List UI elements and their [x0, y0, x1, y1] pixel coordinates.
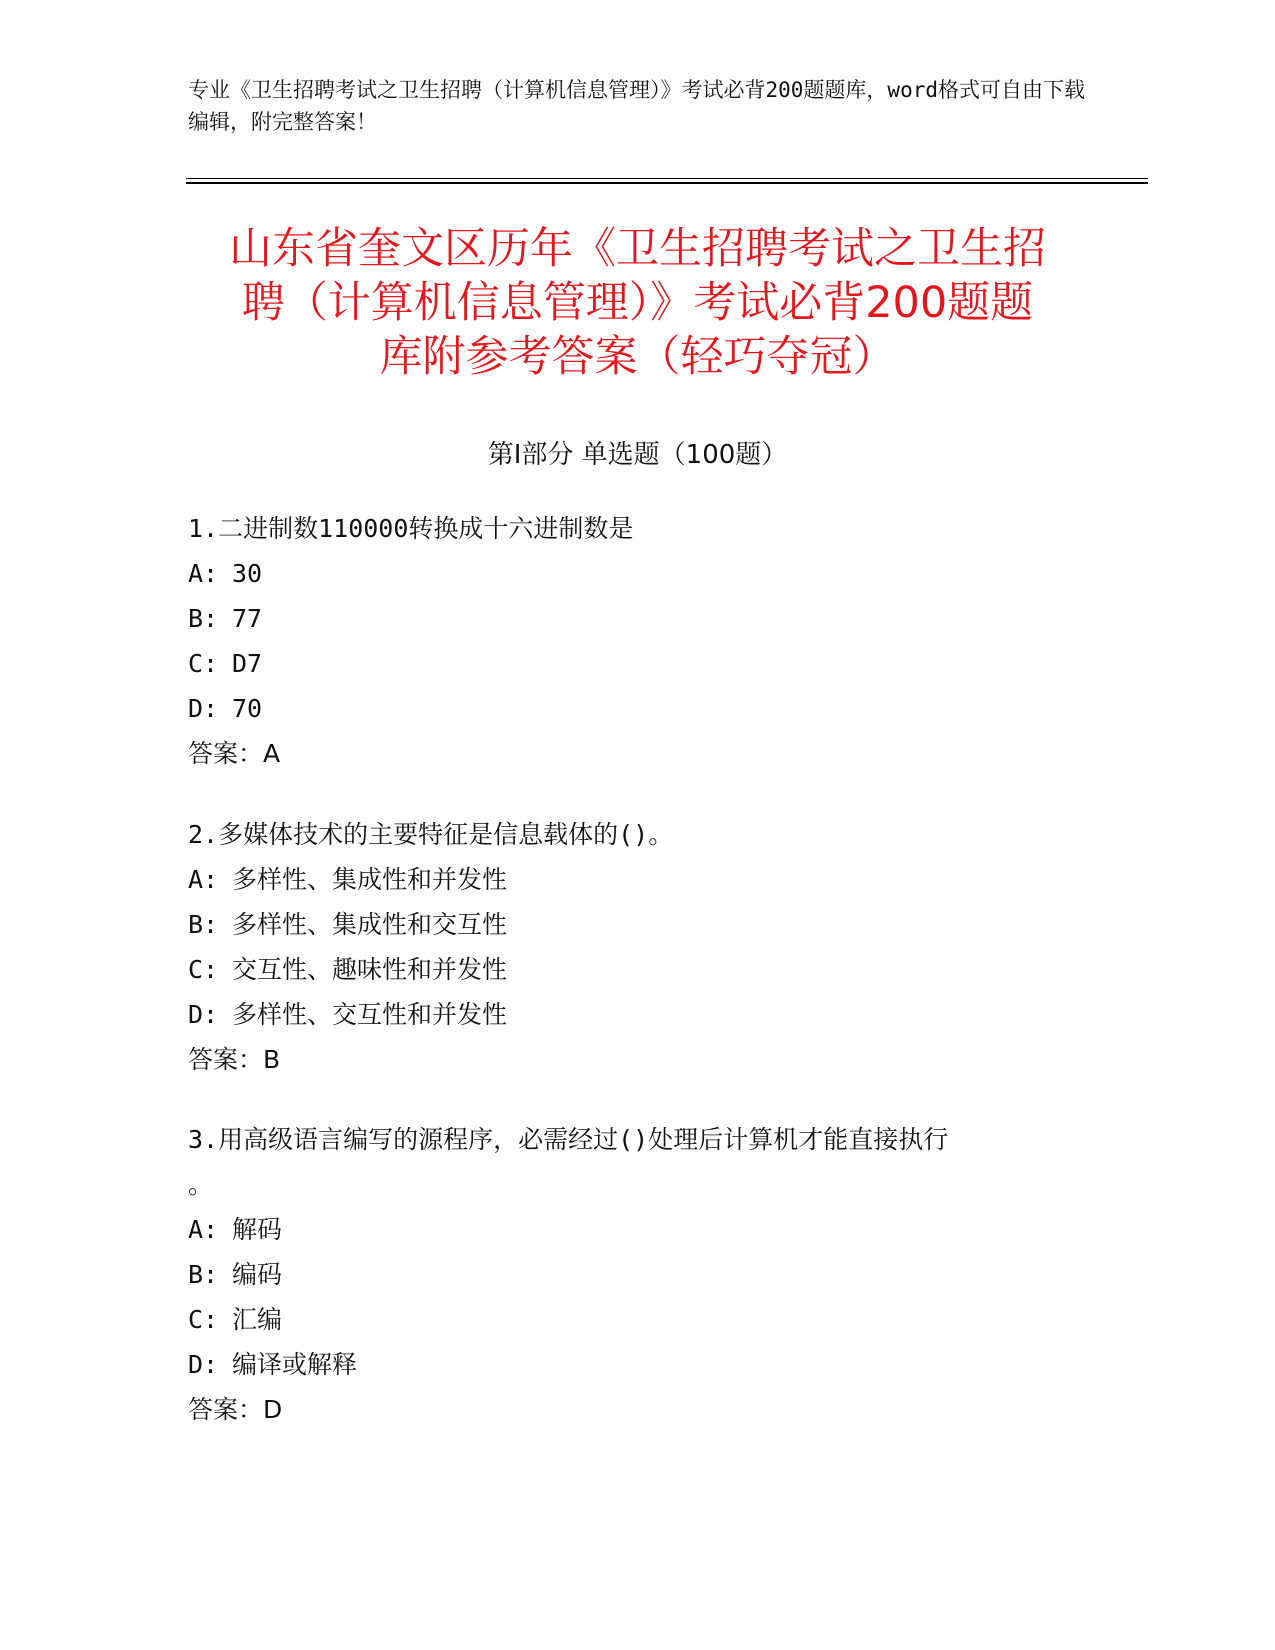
option-letter: D: — [188, 1350, 219, 1379]
option-b — [188, 1252, 1088, 1297]
option-text: 汇编 — [232, 1305, 283, 1334]
option-letter: B: — [188, 1260, 219, 1289]
option-letter: B: — [188, 604, 219, 633]
option-text: 编译或解释 — [232, 1350, 358, 1379]
option-text: 77 — [232, 604, 263, 633]
answer: 答案：B — [188, 1045, 281, 1074]
document-title — [150, 222, 1125, 384]
option-letter: A: — [188, 865, 219, 894]
option-text: 30 — [232, 559, 263, 588]
question-3 — [188, 1117, 1088, 1432]
title-line-2: 聘（计算机信息管理）》考试必背200题题 — [241, 278, 1034, 328]
option-d — [188, 992, 1088, 1037]
question-2 — [188, 812, 1088, 1082]
option-letter: A: — [188, 1215, 219, 1244]
question-1 — [188, 506, 1088, 776]
title-line-3: 库附参考答案（轻巧夺冠） — [379, 332, 896, 382]
answer: 答案：A — [188, 739, 281, 768]
option-c — [188, 947, 1088, 992]
option-c — [188, 1297, 1088, 1342]
option-text: 70 — [232, 694, 263, 723]
header-rule-thin — [186, 178, 1148, 179]
option-letter: D: — [188, 694, 219, 723]
header-note: 专业《卫生招聘考试之卫生招聘（计算机信息管理）》考试必背200题题库，word格式可自由下载编辑，附完整答案！ — [188, 78, 1085, 134]
question-stem: 2.多媒体技术的主要特征是信息载体的()。 — [188, 820, 674, 849]
option-text: 多样性、集成性和交互性 — [232, 910, 508, 939]
option-letter: C: — [188, 649, 219, 678]
option-a — [188, 551, 1088, 596]
header-rule-thick — [186, 182, 1148, 184]
question-stem-line-1: 3.用高级语言编写的源程序，必需经过()处理后计算机才能直接执行 — [188, 1125, 949, 1154]
answer: 答案：D — [188, 1395, 283, 1424]
option-text: 多样性、集成性和并发性 — [232, 865, 508, 894]
question-stem: 1.二进制数110000转换成十六进制数是 — [188, 514, 634, 543]
option-letter: D: — [188, 1000, 219, 1029]
option-a — [188, 857, 1088, 902]
option-text: D7 — [232, 649, 263, 678]
option-letter: C: — [188, 1305, 219, 1334]
option-d — [188, 1342, 1088, 1387]
option-text: 编码 — [232, 1260, 283, 1289]
option-c — [188, 641, 1088, 686]
option-text: 交互性、趣味性和并发性 — [232, 955, 508, 984]
title-line-1: 山东省奎文区历年《卫生招聘考试之卫生招 — [229, 224, 1046, 274]
option-b — [188, 902, 1088, 947]
section-title: 第Ⅰ部分 单选题（100题） — [487, 440, 788, 470]
option-letter: C: — [188, 955, 219, 984]
option-letter: B: — [188, 910, 219, 939]
question-stem-line-2: 。 — [188, 1170, 214, 1199]
option-b — [188, 596, 1088, 641]
option-text: 多样性、交互性和并发性 — [232, 1000, 508, 1029]
option-text: 解码 — [232, 1215, 283, 1244]
option-letter: A: — [188, 559, 219, 588]
option-d — [188, 686, 1088, 731]
option-a — [188, 1207, 1088, 1252]
